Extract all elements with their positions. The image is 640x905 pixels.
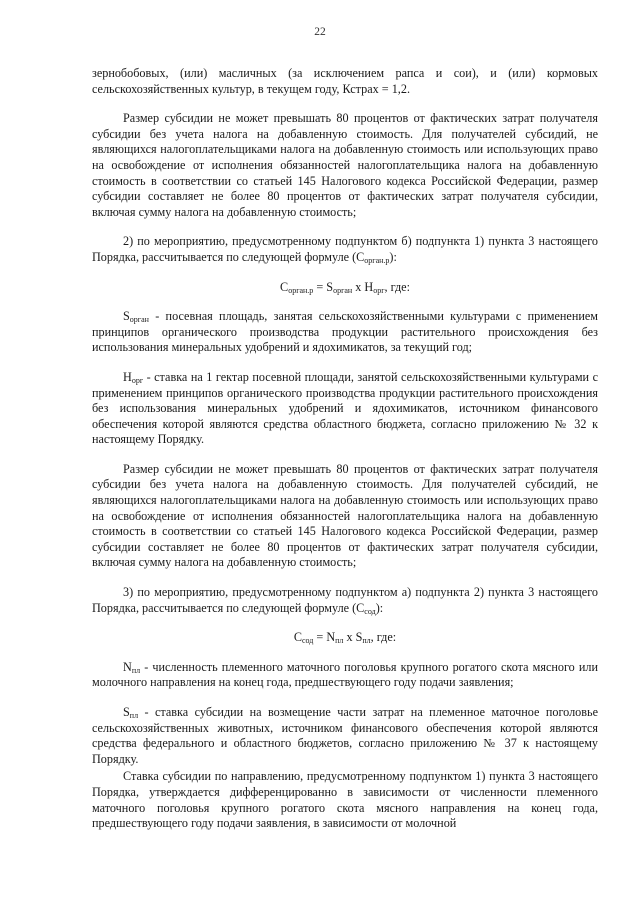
document-body: [92, 66, 598, 846]
definition-n-pl-symbol: N: [123, 659, 132, 674]
definition-s-pl-text: - ставка субсидии на возмещение части затрат на племенное маточное поголовье сельскохозяйственных животных, источником финансового обеспечения которой являются средства федерального и областного бюджетов, согласно приложению № 37 к настоящему Порядку.: [92, 705, 598, 766]
definition-n-pl-text: - численность племенного маточного поголовья крупного рогатого скота мясного или молочного направления на конец года, предшествующего году подачи заявления;: [92, 659, 598, 690]
definition-s-organ-symbol: S: [123, 309, 130, 324]
paragraph-rate-direction: Ставка субсидии по направлению, предусмотренному подпунктом 1) пункта 3 настоящего Порядка, утверждается дифференцированно в зависимости от численности племенного маточного поголовья крупного рогатого скота мясного направления на конец года, предшествующего году подачи заявления, в зависимости от молочной: [92, 769, 598, 831]
formula-breeding-b-sub: пл: [335, 636, 344, 646]
formula-organic-a: С: [280, 279, 289, 294]
item-2-tail: ):: [389, 249, 397, 264]
item-2-text: 2) по мероприятию, предусмотренному подпунктом б) подпункта 1) пункта 3 настоящего Порядка, рассчитывается по следующей формуле (С: [92, 234, 598, 264]
definition-s-organ: [92, 309, 598, 356]
formula-breeding-eq: = N: [313, 630, 336, 645]
paragraph-vat-limit-1: Размер субсидии не может превышать 80 процентов от фактических затрат получателя субсидии без учета налога на добавленную стоимость. Для получателей субсидий, не являющихся налогоплательщиками налога на добавленную стоимость или использующих право на освобождение от исполнения обязанностей налогоплательщика налога на добавленную стоимость в соответствии со статьей 145 Налогового кодекса Российской Федерации, размер субсидии составляет не более 80 процентов от фактических затрат получателя субсидии, включая сумму налога на добавленную стоимость;: [92, 111, 598, 219]
formula-organic-eq: = S: [313, 279, 334, 294]
item-2-sub: орган.р: [364, 255, 390, 265]
formula-breeding-c-sub: пл: [362, 636, 371, 646]
definition-s-pl-sub: пл: [129, 711, 139, 720]
definition-s-pl-symbol: S: [123, 705, 130, 719]
definition-n-org-symbol: Н: [123, 369, 132, 384]
paragraph-continuation: зернобобовых, (или) масличных (за исключением рапса и сои), и (или) кормовых сельскохозяйственных культур, в текущем году, Кстрах = 1,2.: [92, 66, 598, 96]
definition-n-pl: [92, 660, 598, 691]
paragraph-vat-limit-2: Размер субсидии не может превышать 80 процентов от фактических затрат получателя субсидии без учета налога на добавленную стоимость. Для получателей субсидий, не являющихся налогоплательщиками налога на добавленную стоимость или использующих право на освобождение от исполнения обязанностей налогоплательщика налога на добавленную стоимость в соответствии со статьей 145 Налогового кодекса Российской Федерации, размер субсидии составляет не более 80 процентов от фактических затрат получателя субсидии, включая сумму налога на добавленную стоимость;: [92, 461, 598, 570]
item-3-text: 3) по мероприятию, предусмотренному подпунктом а) подпункта 2) пункта 3 настоящего Порядка, рассчитывается по следующей формуле (С: [92, 585, 598, 615]
definition-s-pl: [92, 705, 598, 767]
definition-n-org: [92, 370, 598, 448]
formula-breeding-a: С: [293, 630, 302, 645]
formula-organic-x: х Н: [352, 279, 374, 294]
formula-breeding-a-sub: сод: [301, 636, 314, 646]
formula-organic-a-sub: орган.р: [288, 285, 314, 295]
page-number: 22: [314, 26, 326, 38]
definition-s-organ-text: - посевная площадь, занятая сельскохозяйственными культурами с применением принципов органического производства продукции растительного происхождения без использования минеральных удобрений и ядохимикатов, за текущий год;: [92, 309, 598, 355]
item-3-tail: ):: [375, 600, 384, 615]
formula-organic-c-sub: орг: [373, 285, 385, 295]
formula-organic-tail: , где:: [384, 279, 410, 294]
formula-organic-b-sub: орган: [333, 285, 353, 295]
paragraph-item-2: [92, 234, 598, 265]
definition-n-org-text: - ставка на 1 гектар посевной площади, занятой сельскохозяйственными культурами с применением принципов органического производства продукции растительного происхождения без использования минеральных удобрений и ядохимикатов, источником финансового обеспечения которой являются средства областного бюджета, согласно приложению № 32 к настоящему Порядку.: [92, 369, 598, 447]
formula-breeding-tail: , где:: [370, 630, 397, 645]
definition-n-pl-sub: пл: [131, 665, 141, 675]
formula-breeding: [92, 630, 598, 646]
item-3-sub: сод: [364, 606, 376, 616]
definition-s-organ-sub: орган: [129, 315, 149, 325]
paragraph-item-3: [92, 585, 598, 616]
formula-breeding-x: х S: [343, 630, 363, 645]
formula-organic: [92, 280, 598, 296]
definition-n-org-sub: орг: [131, 375, 144, 385]
